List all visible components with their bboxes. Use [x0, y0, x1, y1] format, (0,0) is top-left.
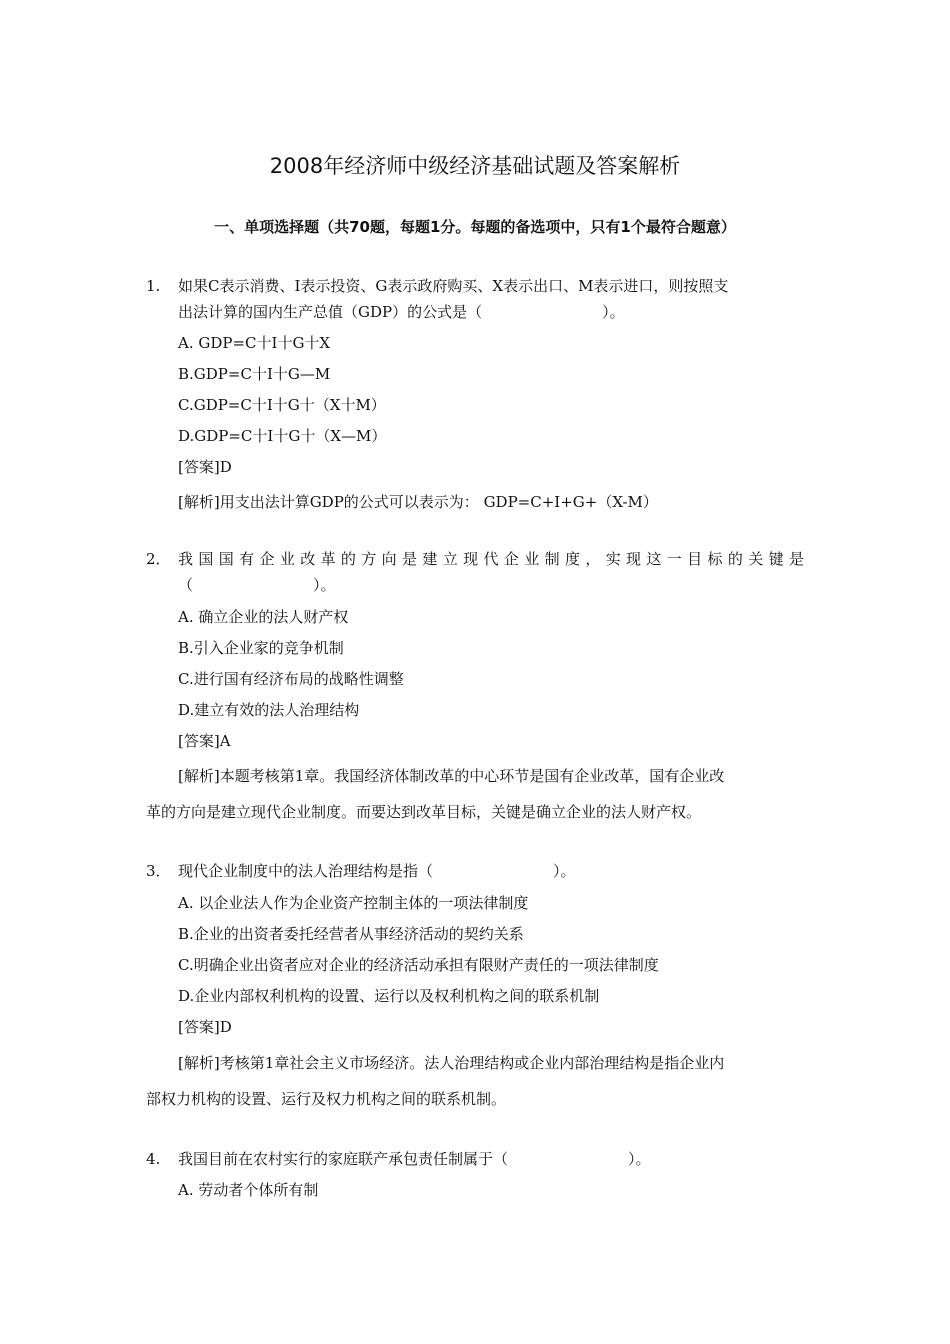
- question-number: 3．: [146, 862, 171, 880]
- question-stem-line: （ ）。: [178, 576, 336, 594]
- option-b: B.企业的出资者委托经营者从事经济活动的契约关系: [178, 925, 524, 943]
- question-stem-line: 我国目前在农村实行的家庭联产承包责任制属于（ ）。: [178, 1150, 651, 1168]
- analysis: [解析]本题考核第1章。我国经济体制改革的中心环节是国有企业改革，国有企业改: [178, 767, 725, 785]
- option-d: D.建立有效的法人治理结构: [178, 701, 360, 719]
- question-stem-line: 出法计算的国内生产总值（GDP）的公式是（ ）。: [178, 303, 625, 321]
- question-stem-line: 现代企业制度中的法人治理结构是指（ ）。: [178, 862, 576, 880]
- option-d: D.企业内部权利机构的设置、运行以及权利机构之间的联系机制: [178, 987, 600, 1005]
- answer: [答案]D: [178, 458, 232, 476]
- analysis: [解析]用支出法计算GDP的公式可以表示为： GDP=C+I+G+（X-M）: [178, 493, 658, 511]
- answer: [答案]D: [178, 1018, 232, 1036]
- answer: [答案]A: [178, 732, 231, 750]
- option-c: C.进行国有经济布局的战略性调整: [178, 670, 404, 688]
- option-a: A. 以企业法人作为企业资产控制主体的一项法律制度: [178, 894, 529, 912]
- analysis: [解析]考核第1章社会主义市场经济。法人治理结构或企业内部治理结构是指企业内: [178, 1054, 725, 1072]
- option-a: A. 劳动者个体所有制: [178, 1181, 319, 1199]
- question-number: 4.: [146, 1150, 161, 1168]
- question-number: 2．: [146, 550, 171, 568]
- section-heading: 一、单项选择题（共70题，每题1分。每题的备选项中，只有1个最符合题意）: [214, 218, 736, 236]
- option-b: B.GDP=C十I十G—M: [178, 365, 331, 383]
- analysis: 部权力机构的设置、运行及权力机构之间的联系机制。: [146, 1090, 507, 1108]
- option-a: A. 确立企业的法人财产权: [178, 608, 349, 626]
- option-a: A. GDP=C十I十G十X: [178, 334, 331, 352]
- question-number: 1.: [146, 277, 161, 295]
- document-title: 2008年经济师中级经济基础试题及答案解析: [269, 154, 681, 178]
- option-c: C.GDP=C十I十G十（X十M）: [178, 396, 386, 414]
- option-b: B.引入企业家的竞争机制: [178, 639, 344, 657]
- option-c: C.明确企业出资者应对企业的经济活动承担有限财产责任的一项法律制度: [178, 956, 659, 974]
- question-stem-line: 如果C表示消费、I表示投资、G表示政府购买、X表示出口、M表示进口，则按照支: [178, 277, 729, 295]
- analysis: 革的方向是建立现代企业制度。而要达到改革目标，关键是确立企业的法人财产权。: [146, 803, 702, 821]
- option-d: D.GDP=C十I十G十（X—M）: [178, 427, 387, 445]
- question-stem-line: 我国国有企业改革的方向是建立现代企业制度，实现这一目标的关键是: [178, 550, 804, 568]
